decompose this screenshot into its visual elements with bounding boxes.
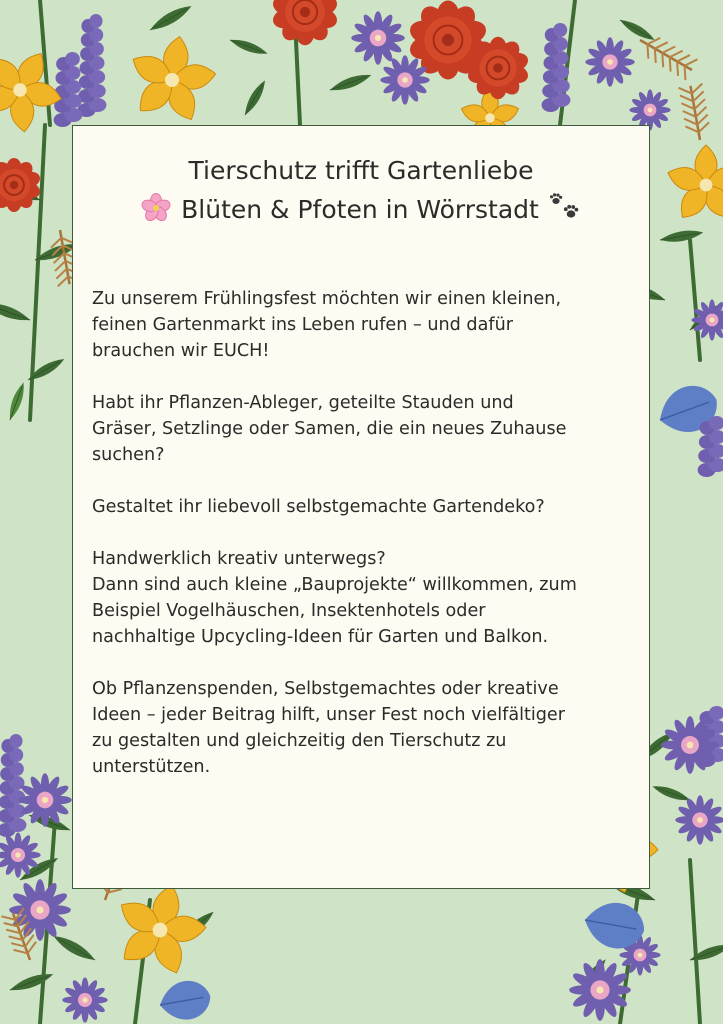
text-line: zu gestalten und gleichzeitig den Tierschutz zu bbox=[92, 731, 507, 751]
paw-prints-icon bbox=[547, 193, 583, 223]
purple-flower bbox=[351, 11, 405, 65]
text-line: Habt ihr Pflanzen-Ableger, geteilte Stauden und bbox=[92, 393, 514, 413]
flyer-title: Tierschutz trifft Gartenliebe bbox=[188, 156, 534, 185]
flyer-subtitle-line bbox=[73, 193, 649, 224]
yellow-flower bbox=[665, 145, 723, 224]
paragraph-4 bbox=[92, 546, 640, 650]
leaf bbox=[228, 36, 269, 58]
text-line: nachhaltige Upcycling-Ideen für Garten und Balkon. bbox=[92, 627, 549, 647]
lupin-flower bbox=[54, 52, 83, 127]
text-line: Dann sind auch kleine „Bauprojekte“ willkommen, zum bbox=[92, 575, 577, 595]
text-line: brauchen wir EUCH! bbox=[92, 341, 270, 361]
flyer-card bbox=[72, 125, 650, 889]
leaf bbox=[241, 78, 269, 117]
leaf bbox=[659, 228, 704, 245]
text-line: suchen? bbox=[92, 445, 165, 465]
text-line: Ideen – jeder Beitrag hilft, unser Fest noch vielfältiger bbox=[92, 705, 565, 725]
fern bbox=[679, 84, 711, 140]
lupin-flower bbox=[542, 23, 571, 112]
text-line: Ob Pflanzenspenden, Selbstgemachtes oder kreative bbox=[92, 679, 559, 699]
paragraph-3 bbox=[92, 494, 640, 520]
yellow-flower bbox=[115, 882, 207, 977]
purple-flower bbox=[62, 977, 107, 1022]
paragraph-1 bbox=[92, 286, 640, 364]
text-line: Beispiel Vogelhäuschen, Insektenhotels oder bbox=[92, 601, 486, 621]
purple-flower bbox=[585, 37, 634, 86]
paragraph-5 bbox=[92, 676, 640, 780]
text-line: Handwerklich kreativ unterwegs? bbox=[92, 549, 386, 569]
purple-flower bbox=[675, 795, 723, 844]
leaf bbox=[51, 931, 98, 964]
leaf bbox=[651, 782, 692, 804]
purple-flower bbox=[18, 773, 72, 827]
lupin-flower bbox=[698, 416, 723, 477]
leaf bbox=[618, 16, 657, 44]
leaf bbox=[147, 1, 194, 34]
leaf bbox=[328, 70, 373, 94]
leaf bbox=[6, 381, 28, 422]
lupin-flower bbox=[0, 734, 26, 837]
leaf bbox=[0, 299, 32, 325]
blue-leaf bbox=[157, 977, 214, 1024]
lupin-flower bbox=[78, 14, 107, 117]
leaf bbox=[8, 970, 55, 995]
text-line: Gestaltet ihr liebevoll selbstgemachte Gartendeko? bbox=[92, 497, 545, 517]
stem bbox=[690, 860, 700, 1024]
stem bbox=[690, 240, 700, 360]
paragraph-2 bbox=[92, 390, 640, 468]
red-flower bbox=[0, 158, 42, 212]
text-line: feinen Gartenmarkt ins Leben rufen – und dafür bbox=[92, 315, 513, 335]
fern bbox=[640, 34, 697, 80]
red-flower bbox=[270, 0, 339, 45]
text-line: unterstützen. bbox=[92, 757, 211, 777]
flyer-body bbox=[92, 286, 640, 806]
subtitle-text: Blüten & Pfoten in Wörrstadt bbox=[181, 195, 539, 224]
text-line: Zu unserem Frühlingsfest möchten wir einen kleinen, bbox=[92, 289, 562, 309]
text-line: Gräser, Setzlinge oder Samen, die ein neues Zuhause bbox=[92, 419, 567, 439]
yellow-flower bbox=[127, 35, 217, 125]
cherry-blossom-icon bbox=[139, 193, 173, 223]
